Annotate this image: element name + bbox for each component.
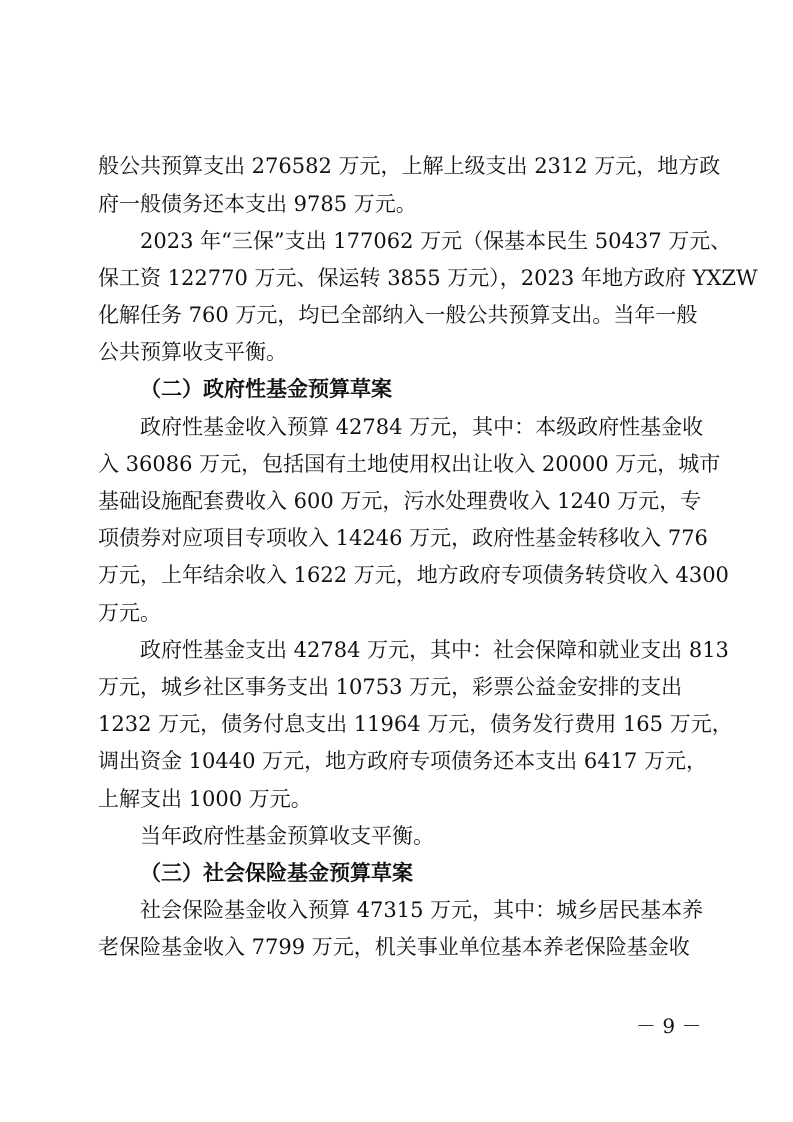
paragraph-line-19 [0, 818, 793, 854]
line-text: 般公共预算支出 276582 万元，上解上级支出 2312 万元，地方政 [98, 154, 721, 178]
paragraph-line-6 [0, 334, 793, 370]
paragraph-line-9 [0, 446, 793, 482]
line-text: 入 36086 万元，包括国有土地使用权出让收入 20000 万元，城市 [98, 452, 721, 476]
paragraph-line-10 [0, 483, 793, 519]
line-text: 社会保险基金收入预算 47315 万元，其中：城乡居民基本养 [140, 898, 704, 922]
line-text: 老保险基金收入 7799 万元，机关事业单位基本养老保险基金收 [98, 935, 690, 959]
paragraph-line-14 [0, 632, 793, 668]
line-text: 项债券对应项目专项收入 14246 万元，政府性基金转移收入 776 [98, 526, 708, 550]
page-number: － 9 － [636, 1014, 702, 1038]
section-heading-text: （二）政府性基金预算草案 [140, 377, 392, 401]
paragraph-line-3 [0, 223, 793, 259]
line-text: 1232 万元，债务付息支出 11964 万元，债务发行费用 165 万元， [98, 712, 733, 736]
paragraph-line-4 [0, 260, 793, 296]
section-heading-text: （三）社会保险基金预算草案 [140, 861, 413, 885]
line-text: 万元，上年结余收入 1622 万元，地方政府专项债务转贷收入 4300 [98, 563, 729, 587]
paragraph-line-15 [0, 669, 793, 705]
paragraph-line-8 [0, 409, 793, 445]
line-text: 公共预算收支平衡。 [98, 340, 287, 364]
line-text: 2023 年“三保”支出 177062 万元（保基本民生 50437 万元、 [140, 229, 732, 253]
paragraph-line-11 [0, 520, 793, 556]
line-text: 当年政府性基金预算收支平衡。 [140, 824, 434, 848]
line-text: 基础设施配套费收入 600 万元，污水处理费收入 1240 万元，专 [98, 489, 702, 513]
paragraph-line-13 [0, 595, 793, 631]
line-text: 府一般债务还本支出 9785 万元。 [98, 192, 417, 216]
paragraph-line-2 [0, 186, 793, 222]
section-heading-2 [0, 371, 793, 407]
paragraph-line-12 [0, 557, 793, 593]
line-text: 上解支出 1000 万元。 [98, 787, 312, 811]
line-text: 政府性基金支出 42784 万元，其中：社会保障和就业支出 813 [140, 638, 729, 662]
paragraph-line-5 [0, 297, 793, 333]
paragraph-line-1 [0, 148, 793, 184]
paragraph-line-21 [0, 892, 793, 928]
paragraph-line-16 [0, 706, 793, 742]
line-text: 调出资金 10440 万元，地方政府专项债务还本支出 6417 万元， [98, 749, 707, 773]
paragraph-line-17 [0, 743, 793, 779]
line-text: 化解任务 760 万元，均已全部纳入一般公共预算支出。当年一般 [98, 303, 698, 327]
line-text: 万元，城乡社区事务支出 10753 万元，彩票公益金安排的支出 [98, 675, 683, 699]
paragraph-line-18 [0, 781, 793, 817]
section-heading-3 [0, 855, 793, 891]
line-text: 万元。 [98, 601, 161, 625]
line-text: 政府性基金收入预算 42784 万元，其中：本级政府性基金收 [140, 415, 704, 439]
line-text: 保工资 122770 万元、保运转 3855 万元），2023 年地方政府 YXZW [98, 266, 758, 290]
paragraph-line-22 [0, 929, 793, 965]
